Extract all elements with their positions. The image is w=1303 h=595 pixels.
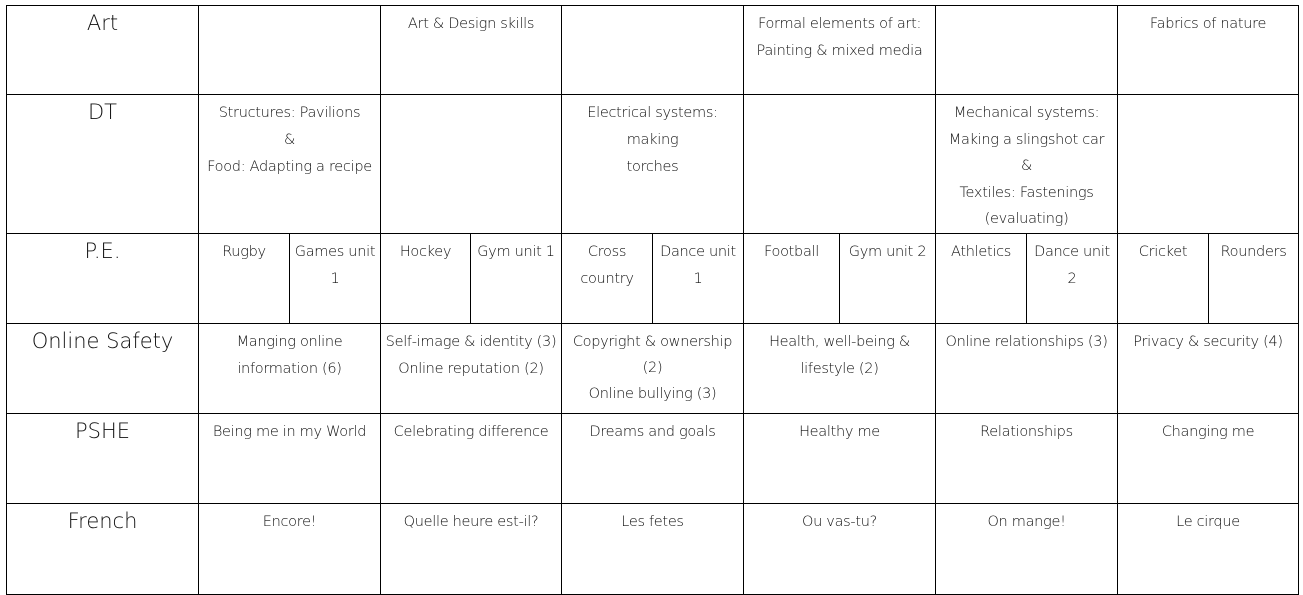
cell-os-6: Privacy & security (4) bbox=[1118, 323, 1299, 413]
cell-pshe-3: Dreams and goals bbox=[562, 413, 744, 503]
cell-pe-9: Athletics bbox=[936, 233, 1027, 323]
cell-pe-10: Dance unit 2 bbox=[1027, 233, 1118, 323]
cell-art-5 bbox=[936, 6, 1118, 95]
cell-pe-8: Gym unit 2 bbox=[840, 233, 936, 323]
cell-pe-11: Cricket bbox=[1118, 233, 1209, 323]
cell-art-2: Art & Design skills bbox=[381, 6, 562, 95]
cell-pshe-2: Celebrating difference bbox=[381, 413, 562, 503]
cell-french-3: Les fetes bbox=[562, 503, 744, 594]
cell-pe-5: Cross country bbox=[562, 233, 653, 323]
cell-french-1: Encore! bbox=[199, 503, 381, 594]
cell-os-5: Online relationships (3) bbox=[936, 323, 1118, 413]
cell-french-4: Ou vas-tu? bbox=[744, 503, 936, 594]
subject-label: Art bbox=[7, 6, 199, 95]
subject-label: Online Safety bbox=[7, 323, 199, 413]
cell-pe-4: Gym unit 1 bbox=[471, 233, 562, 323]
cell-art-4: Formal elements of art: Painting & mixed media bbox=[744, 6, 936, 95]
cell-pshe-5: Relationships bbox=[936, 413, 1118, 503]
cell-dt-2 bbox=[381, 95, 562, 234]
cell-french-5: On mange! bbox=[936, 503, 1118, 594]
subject-label: P.E. bbox=[7, 233, 199, 323]
cell-pshe-4: Healthy me bbox=[744, 413, 936, 503]
subject-label: French bbox=[7, 503, 199, 594]
row-french bbox=[7, 503, 1299, 594]
cell-french-2: Quelle heure est-il? bbox=[381, 503, 562, 594]
cell-pe-12: Rounders bbox=[1209, 233, 1299, 323]
cell-art-6: Fabrics of nature bbox=[1118, 6, 1299, 95]
cell-os-1: Manging online information (6) bbox=[199, 323, 381, 413]
row-dt bbox=[7, 95, 1299, 234]
cell-pe-6: Dance unit 1 bbox=[653, 233, 744, 323]
cell-dt-4 bbox=[744, 95, 936, 234]
cell-art-3 bbox=[562, 6, 744, 95]
row-pe bbox=[7, 233, 1299, 323]
cell-pe-3: Hockey bbox=[381, 233, 471, 323]
subject-label: DT bbox=[7, 95, 199, 234]
cell-dt-6 bbox=[1118, 95, 1299, 234]
subject-label: PSHE bbox=[7, 413, 199, 503]
cell-os-4: Health, well-being & lifestyle (2) bbox=[744, 323, 936, 413]
curriculum-table bbox=[6, 5, 1299, 595]
cell-pe-7: Football bbox=[744, 233, 840, 323]
cell-os-2: Self-image & identity (3) Online reputation (2) bbox=[381, 323, 562, 413]
row-art bbox=[7, 6, 1299, 95]
cell-dt-3: Electrical systems: making torches bbox=[562, 95, 744, 234]
cell-art-1 bbox=[199, 6, 381, 95]
cell-pshe-1: Being me in my World bbox=[199, 413, 381, 503]
row-pshe bbox=[7, 413, 1299, 503]
cell-pshe-6: Changing me bbox=[1118, 413, 1299, 503]
cell-dt-5: Mechanical systems: Making a slingshot car & Textiles: Fastenings (evaluating) bbox=[936, 95, 1118, 234]
cell-pe-1: Rugby bbox=[199, 233, 290, 323]
cell-dt-1: Structures: Pavilions & Food: Adapting a recipe bbox=[199, 95, 381, 234]
cell-os-3: Copyright & ownership (2) Online bullying (3) bbox=[562, 323, 744, 413]
row-online-safety bbox=[7, 323, 1299, 413]
cell-pe-2: Games unit 1 bbox=[290, 233, 381, 323]
cell-french-6: Le cirque bbox=[1118, 503, 1299, 594]
